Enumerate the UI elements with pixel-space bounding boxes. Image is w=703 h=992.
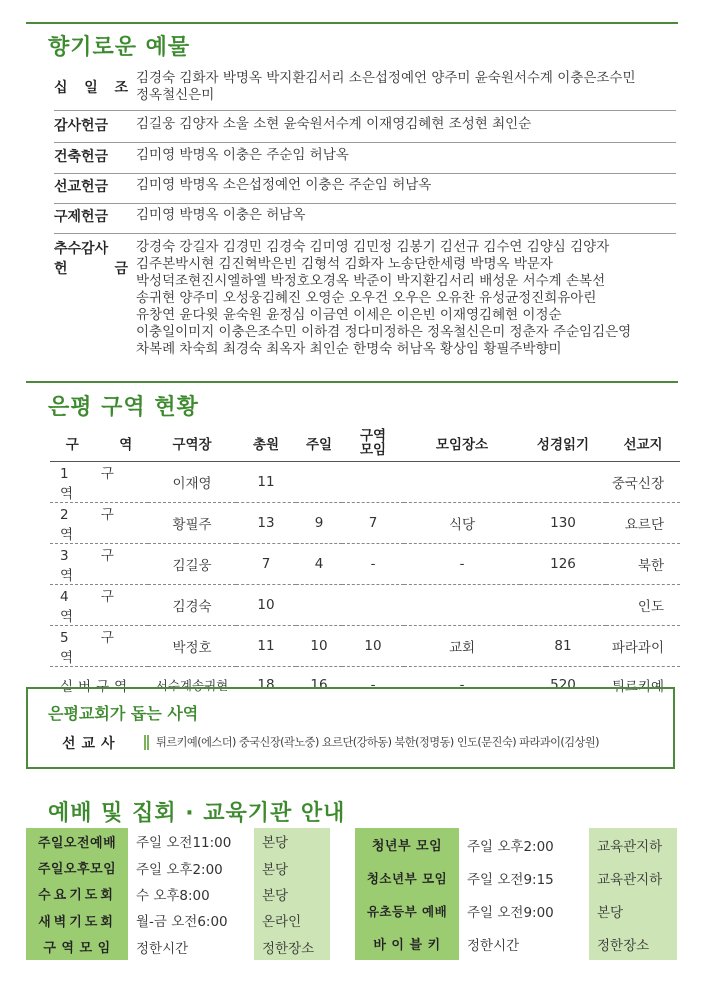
table-row — [50, 462, 680, 503]
offering-names: 김경숙 김화자 박명옥 박지환김서리 소은섭정예언 양주미 윤숙원서수계 이충은조수민 정옥철신은미 — [136, 70, 636, 103]
missionary-list: 튀르키예(에스더) 중국신장(곽노중) 요르단(강하동) 북한(정명동) 인도(문진숙) 파라과이(김상원) — [156, 736, 600, 749]
service-time: 정한시간 — [459, 927, 589, 960]
service-time: 주일 오후2:00 — [459, 828, 589, 861]
service-name: 주일오전예배 — [26, 828, 128, 854]
mission-field: 중국신장 — [606, 462, 680, 503]
offering-label: 선교헌금 — [54, 179, 109, 195]
offering-label: 건축헌금 — [54, 149, 109, 165]
meeting-count — [342, 462, 404, 503]
service-name: 수요기도회 — [26, 881, 128, 907]
service-time: 주일 오전11:00 — [128, 828, 254, 854]
service-place: 본당 — [254, 881, 330, 907]
mission-box — [26, 687, 675, 769]
column-header: 주일 — [305, 437, 333, 453]
mission-field: 북한 — [606, 544, 680, 585]
offering-names: 강경숙 강길자 김경민 김경숙 김미영 김민정 김봉기 김선규 김수연 김양심 김양자 김주본박시현 김진혁박은빈 김형석 김화자 노송단한세령 박명옥 박문자 박성덕조현진시엘하엘 박정호오경옥 박준이 박지환김서리 배성운 서수계 손복선 송귀현 양주미 오성웅김혜진 오영순 오우건 오우은 오유찬 유성균정진희유아린 유창연 윤다윗 윤숙원 윤정심 이금연 이세은 이은빈 이재영김혜현 이정순 이충일이미지 이충은조수민 이하겸 정다미정하은 정옥철신은미 정춘자 주순임김은영 차복례 차숙희 최경숙 최옥자 최인순 한명숙 허남옥 황상임 황필주박향미 — [136, 239, 632, 357]
service-time: 정한시간 — [128, 934, 254, 960]
bible-reading — [520, 462, 606, 503]
offering-row-relief — [54, 207, 676, 227]
meeting-count: - — [342, 544, 404, 585]
sunday-count: 16 — [310, 677, 328, 693]
bible-reading: 81 — [520, 626, 606, 667]
meeting-count: 7 — [342, 503, 404, 544]
meeting-count: 10 — [342, 626, 404, 667]
service-time: 주일 오후2:00 — [128, 854, 254, 880]
offering-separator — [54, 142, 676, 143]
total-count: 10 — [236, 585, 296, 626]
total-count: 7 — [236, 544, 296, 585]
meeting-place: - — [459, 677, 465, 693]
worship-schedule-left — [26, 828, 330, 960]
column-header: 구역장 — [172, 437, 212, 453]
district-leader: 황필주 — [148, 503, 236, 544]
offerings-title: 향기로운 예물 — [48, 35, 191, 60]
table-row — [50, 626, 680, 667]
table-header-row — [50, 425, 680, 462]
service-time: 수 오후8:00 — [128, 881, 254, 907]
service-place: 정한장소 — [589, 927, 677, 960]
bible-reading: 520 — [550, 677, 576, 693]
sunday-count: 4 — [296, 544, 342, 585]
offering-row-mission — [54, 177, 676, 197]
offering-label: 추수감사 헌 금 — [54, 241, 128, 277]
service-place: 본당 — [254, 828, 330, 854]
missionary-label: 선교사 — [62, 736, 121, 752]
column-header: 성경읽기 — [536, 437, 590, 453]
service-time: 주일 오전9:00 — [459, 894, 589, 927]
table-row — [50, 585, 680, 626]
offering-separator — [54, 110, 676, 111]
table-row — [50, 544, 680, 585]
meeting-count — [342, 585, 404, 626]
column-header: 구역 모임 — [359, 428, 387, 458]
total-count: 11 — [236, 462, 296, 503]
offering-separator — [54, 203, 676, 204]
table-row — [50, 503, 680, 544]
mission-field: 튀르키예 — [611, 679, 664, 695]
service-place: 교육관지하 — [589, 828, 677, 861]
district-name: 3 구 역 — [50, 544, 148, 585]
district-leader: 김경숙 — [148, 585, 236, 626]
column-header: 총원 — [252, 437, 280, 453]
worship-schedule-right — [355, 828, 677, 960]
mission-field: 요르단 — [606, 503, 680, 544]
district-leader: 이재영 — [148, 462, 236, 503]
meeting-place: 교회 — [404, 626, 520, 667]
top-divider — [26, 22, 678, 24]
service-place: 정한장소 — [254, 934, 330, 960]
service-name: 유초등부 예배 — [355, 894, 459, 927]
offering-names: 김미영 박명옥 이충은 주순임 허남옥 — [136, 147, 349, 163]
offering-names: 김미영 박명옥 소은섭정예언 이충은 주순임 허남옥 — [136, 177, 432, 193]
service-place: 온라인 — [254, 907, 330, 933]
meeting-place: - — [404, 544, 520, 585]
service-place: 교육관지하 — [589, 861, 677, 894]
district-leader: 서수계송귀현 — [155, 678, 229, 693]
offering-names: 김미영 박명옥 이충은 허남옥 — [136, 207, 306, 223]
offering-row-tithe — [54, 70, 676, 106]
worship-title: 예배 및 집회 · 교육기관 안내 — [48, 801, 346, 826]
service-place: 본당 — [589, 894, 677, 927]
mission-title: 은평교회가 돕는 사역 — [48, 704, 199, 723]
bible-reading — [520, 585, 606, 626]
sunday-count — [296, 585, 342, 626]
service-name: 구 역 모 임 — [26, 934, 128, 960]
district-leader: 박정호 — [148, 626, 236, 667]
service-name: 새벽기도회 — [26, 907, 128, 933]
district-name: 4 구 역 — [50, 585, 148, 626]
sunday-count: 10 — [296, 626, 342, 667]
total-count: 13 — [236, 503, 296, 544]
district-name: 1 구 역 — [50, 462, 148, 503]
meeting-place — [404, 585, 520, 626]
offering-label: 감사헌금 — [54, 118, 109, 134]
districts-divider — [26, 381, 678, 383]
bible-reading: 130 — [520, 503, 606, 544]
districts-title: 은평 구역 현황 — [48, 395, 199, 420]
district-name: 실버구역 — [60, 679, 133, 695]
district-leader: 김길웅 — [148, 544, 236, 585]
service-place: 본당 — [254, 854, 330, 880]
meeting-place — [404, 462, 520, 503]
service-name: 바 이 블 키 — [355, 927, 459, 960]
double-bar-icon — [144, 735, 149, 750]
offering-label: 십 일 조 — [54, 80, 128, 96]
offering-separator — [54, 173, 676, 174]
offering-row-building — [54, 147, 676, 167]
mission-field: 파라과이 — [606, 626, 680, 667]
offering-row-thanks — [54, 116, 676, 136]
offering-label: 구제헌금 — [54, 209, 109, 225]
offering-row-harvest — [54, 239, 676, 358]
service-time: 월-금 오전6:00 — [128, 907, 254, 933]
bible-reading: 126 — [520, 544, 606, 585]
sunday-count — [296, 462, 342, 503]
total-count: 18 — [257, 677, 275, 693]
sunday-count: 9 — [296, 503, 342, 544]
meeting-place: 식당 — [404, 503, 520, 544]
total-count: 11 — [236, 626, 296, 667]
column-header: 구 역 — [65, 437, 133, 453]
district-table — [50, 425, 680, 703]
column-header: 선교지 — [623, 437, 663, 453]
district-name: 2 구 역 — [50, 503, 148, 544]
service-name: 청소년부 모임 — [355, 861, 459, 894]
service-name: 청년부 모임 — [355, 828, 459, 861]
mission-field: 인도 — [606, 585, 680, 626]
offering-separator — [54, 233, 676, 234]
meeting-count: - — [370, 677, 376, 693]
offering-names: 김길웅 김양자 소울 소현 윤숙원서수계 이재영김혜현 조성현 최인순 — [136, 116, 532, 132]
column-header: 모임장소 — [435, 437, 489, 453]
service-name: 주일오후모임 — [26, 854, 128, 880]
service-time: 주일 오전9:15 — [459, 861, 589, 894]
district-name: 5 구 역 — [50, 626, 148, 667]
